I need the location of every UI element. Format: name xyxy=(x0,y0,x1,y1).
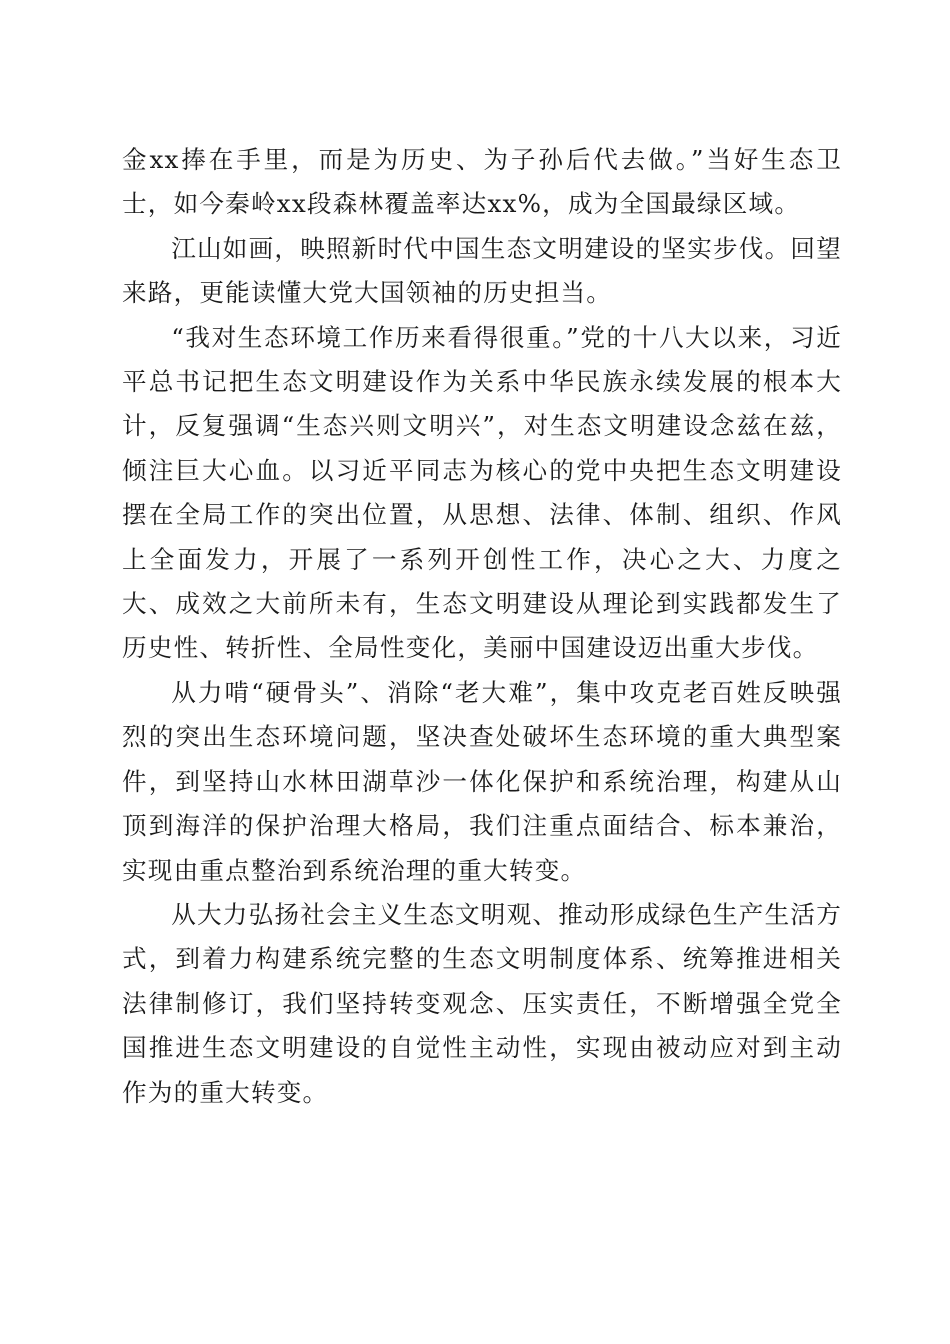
paragraph: 从大力弘扬社会主义生态文明观、推动形成绿色生产生活方式，到着力构建系统完整的生态文明制度体系、统筹推进相关法律制修订，我们坚持转变观念、压实责任，不断增强全党全国推进生态文明建设的自觉性主动性，实现由被动应对到主动作为的重大转变。 xyxy=(122,899,842,1107)
paragraph: 从力啃“硬骨头”、消除“老大难”，集中攻克老百姓反映强烈的突出生态环境问题，坚决查处破坏生态环境的重大典型案件，到坚持山水林田湖草沙一体化保护和系统治理，构建从山顶到海洋的保护治理大格局，我们注重点面结合、标本兼治，实现由重点整治到系统治理的重大转变。 xyxy=(122,677,842,885)
document-body xyxy=(122,138,842,1115)
paragraph-continued: 金xx捧在手里，而是为历史、为子孙后代去做。”当好生态卫士，如今秦岭xx段森林覆盖率达xx%，成为全国最绿区域。 xyxy=(122,145,842,219)
paragraph: 江山如画，映照新时代中国生态文明建设的坚实步伐。回望来路，更能读懂大党大国领袖的历史担当。 xyxy=(122,233,842,308)
paragraph: “我对生态环境工作历来看得很重。”党的十八大以来，习近平总书记把生态文明建设作为关系中华民族永续发展的根本大计，反复强调“生态兴则文明兴”，对生态文明建设念兹在兹，倾注巨大心血。以习近平同志为核心的党中央把生态文明建设摆在全局工作的突出位置，从思想、法律、体制、组织、作风上全面发力，开展了一系列开创性工作，决心之大、力度之大、成效之大前所未有，生态文明建设从理论到实践都发生了历史性、转折性、全局性变化，美丽中国建设迈出重大步伐。 xyxy=(122,322,842,663)
